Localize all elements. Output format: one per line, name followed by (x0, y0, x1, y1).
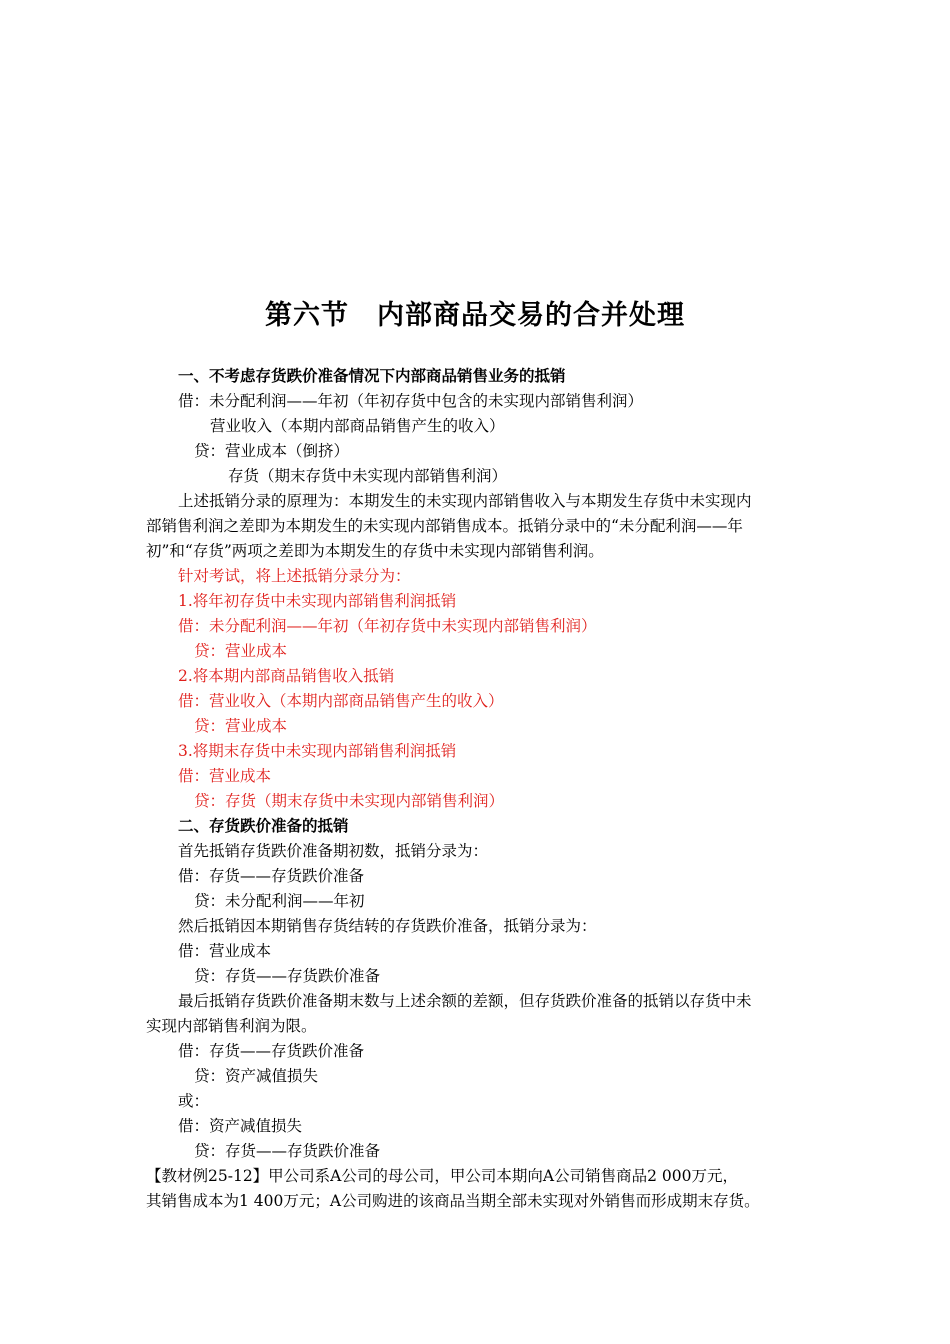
entry-credit-line: 贷：营业成本（倒挤） (194, 442, 350, 460)
exam-note: 针对考试，将上述抵销分录分为： (178, 567, 411, 585)
entry-credit-line: 贷：存货（期末存货中未实现内部销售利润） (194, 792, 505, 810)
entry-credit-line: 贷：存货——存货跌价准备 (194, 967, 381, 985)
entry-credit-line: 贷：存货——存货跌价准备 (194, 1142, 381, 1160)
paragraph-line: 实现内部销售利润为限。 (146, 1017, 317, 1035)
step-heading: 1.将年初存货中未实现内部销售利润抵销 (178, 592, 457, 610)
entry-debit-line: 借：未分配利润——年初（年初存货中未实现内部销售利润） (178, 617, 597, 635)
entry-debit-line: 借：未分配利润——年初（年初存货中包含的未实现内部销售利润） (178, 392, 644, 410)
heading-2: 二、存货跌价准备的抵销 (178, 817, 349, 835)
paragraph-line: 部销售利润之差即为本期发生的未实现内部销售成本。抵销分录中的“未分配利润——年 (146, 517, 743, 535)
step-heading: 2.将本期内部商品销售收入抵销 (178, 667, 395, 685)
paragraph-line: 然后抵销因本期销售存货结转的存货跌价准备，抵销分录为： (178, 917, 597, 935)
entry-debit-line: 借：资产减值损失 (178, 1117, 303, 1135)
example-line: 其销售成本为1 400万元；A公司购进的该商品当期全部未实现对外销售而形成期末存货。 (146, 1192, 760, 1210)
example-line: 【教材例25-12】甲公司系A公司的母公司，甲公司本期向A公司销售商品2 000万元， (146, 1167, 738, 1185)
entry-debit-line: 借：存货——存货跌价准备 (178, 1042, 365, 1060)
entry-debit-line: 借：营业收入（本期内部商品销售产生的收入） (178, 692, 504, 710)
entry-debit-line: 营业收入（本期内部商品销售产生的收入） (210, 417, 505, 435)
paragraph-line: 上述抵销分录的原理为：本期发生的未实现内部销售收入与本期发生存货中未实现内 (178, 492, 752, 510)
section-title: 第六节 内部商品交易的合并处理 (265, 300, 685, 331)
step-heading: 3.将期末存货中未实现内部销售利润抵销 (178, 742, 457, 760)
entry-credit-line: 贷：未分配利润——年初 (194, 892, 365, 910)
paragraph-line: 初”和“存货”两项之差即为本期发生的存货中未实现内部销售利润。 (146, 542, 604, 560)
paragraph-line: 或： (178, 1092, 210, 1110)
paragraph-line: 首先抵销存货跌价准备期初数，抵销分录为： (178, 842, 489, 860)
entry-credit-line: 贷：营业成本 (194, 642, 288, 660)
entry-credit-line: 存货（期末存货中未实现内部销售利润） (228, 467, 508, 485)
heading-1: 一、不考虑存货跌价准备情况下内部商品销售业务的抵销 (178, 367, 566, 385)
paragraph-line: 最后抵销存货跌价准备期末数与上述余额的差额，但存货跌价准备的抵销以存货中未 (178, 992, 752, 1010)
entry-debit-line: 借：营业成本 (178, 767, 272, 785)
entry-debit-line: 借：营业成本 (178, 942, 272, 960)
entry-credit-line: 贷：资产减值损失 (194, 1067, 319, 1085)
entry-debit-line: 借：存货——存货跌价准备 (178, 867, 365, 885)
entry-credit-line: 贷：营业成本 (194, 717, 288, 735)
